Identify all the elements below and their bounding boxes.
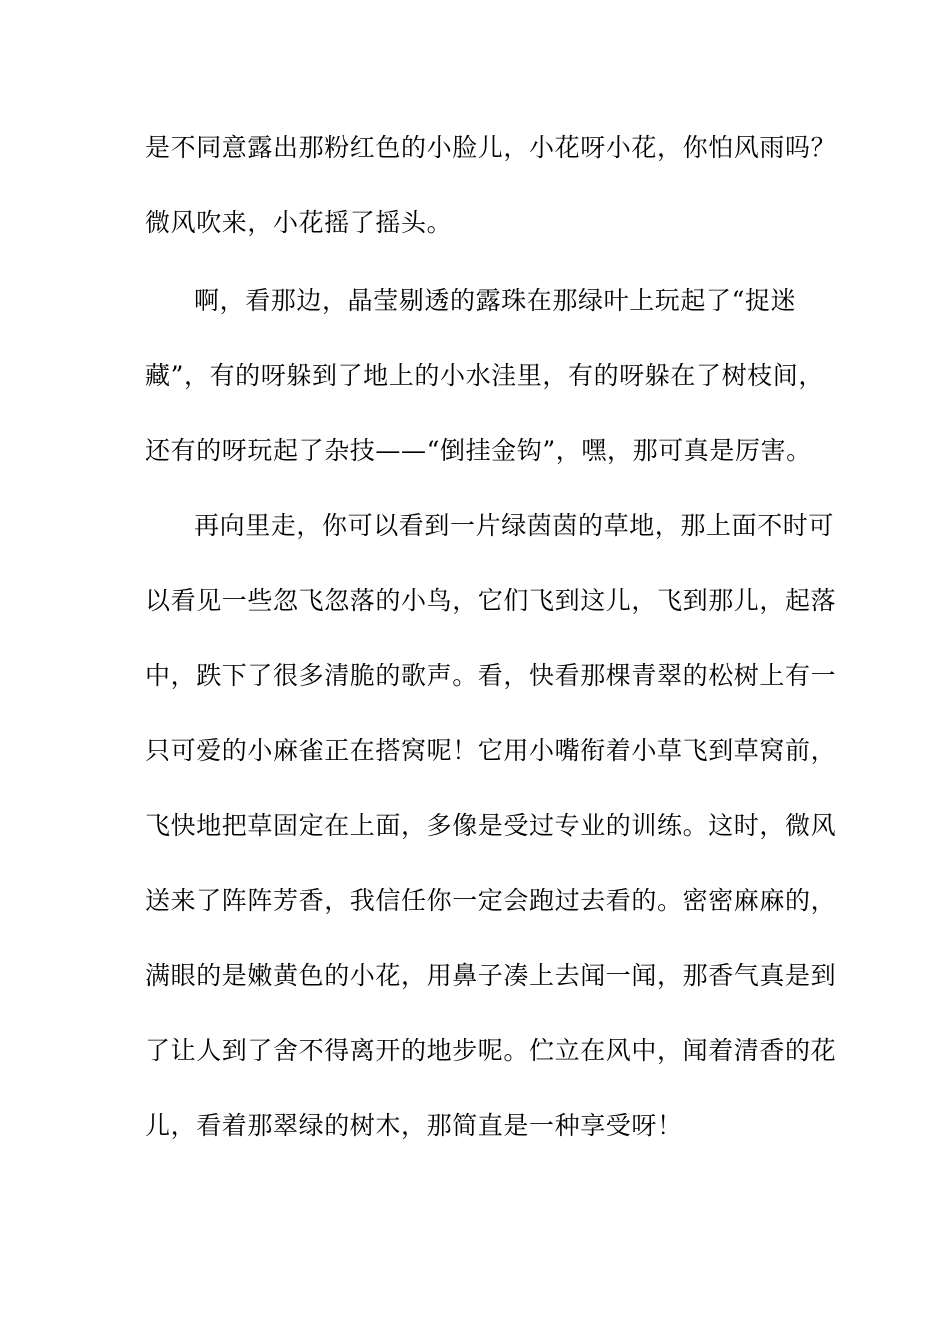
text-line: 以看见一些忽飞忽落的小鸟，它们飞到这儿，飞到那儿，起落 xyxy=(145,586,837,615)
text-line: 了让人到了舍不得离开的地步呢。伫立在风中，闻着清香的花 xyxy=(145,1036,837,1065)
text-line: 是不同意露出那粉红色的小脸儿，小花呀小花，你怕风雨吗？ xyxy=(145,133,837,162)
text-line: 还有的呀玩起了杂技——“倒挂金钩”，嘿，那可真是厉害。 xyxy=(145,436,812,465)
paragraph-start-line: 再向里走，你可以看到一片绿茵茵的草地，那上面不时可 xyxy=(194,511,835,540)
paragraph-start-line: 啊，看那边，晶莹剔透的露珠在那绿叶上玩起了“捉迷 xyxy=(194,286,797,315)
text-line: 满眼的是嫩黄色的小花，用鼻子凑上去闻一闻，那香气真是到 xyxy=(145,961,837,990)
text-line: 藏”，有的呀躲到了地上的小水洼里，有的呀躲在了树枝间， xyxy=(145,361,824,390)
text-line: 送来了阵阵芳香，我信任你一定会跑过去看的。密密麻麻的， xyxy=(145,886,837,915)
text-line: 只可爱的小麻雀正在搭窝呢！它用小嘴衔着小草飞到草窝前， xyxy=(145,736,837,765)
text-line: 儿，看着那翠绿的树木，那简直是一种享受呀！ xyxy=(145,1111,683,1140)
text-line: 飞快地把草固定在上面，多像是受过专业的训练。这时，微风 xyxy=(145,811,837,840)
text-line: 微风吹来，小花摇了摇头。 xyxy=(145,208,453,237)
text-line: 中，跌下了很多清脆的歌声。看，快看那棵青翠的松树上有一 xyxy=(145,661,837,690)
